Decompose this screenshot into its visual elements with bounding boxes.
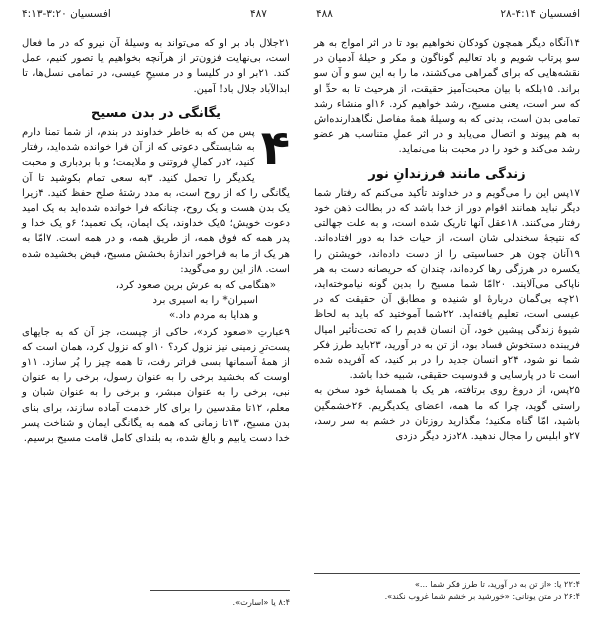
page-header: [0, 8, 600, 24]
chapter-number: ۴: [260, 120, 290, 177]
right-footnote-divider: [314, 573, 580, 574]
quoted-poem: [22, 278, 290, 324]
footnote-4-26: ۲۶:۴ در متن یونانی: «خورشید بر خشم شما غروب نکند».: [384, 591, 580, 601]
verses-3-20-21: ۲۱جلال باد بر او که می‌تواند به وسیلهٔ آن نیرو که در ما فعال است، بی‌نهایت فزون‌تر از هرآنچه بخواهیم یا تصور کنیم، عمل کند. ۲۱بر او در کلیسا و در مسیحِ عیسی، در تمامی نسل‌ها، تا ابدالآباد جلال باد! آمین.: [22, 38, 290, 95]
left-footnote-divider: [150, 590, 290, 591]
footnote-4-8: ۸:۴ یا «اسارت».: [232, 597, 290, 607]
section-heading-light: زندگی مانند فرزندانِ نور: [368, 166, 526, 182]
poem-line: اسیران* را به اسیری برد: [152, 295, 258, 307]
right-footnotes: [314, 578, 580, 602]
verses-4-9-13: ۹عبارتِ «صعود کرد»، حاکی از چیست، جز آن که به جایهای پست‌ترِ زمینی نیز نزول کرد؟ ۱۰او که نزول کرد، همان است که از همهٔ آسمانها بسی فراتر رفت، تا همه چیز را پُر سازد. ۱۱و اوست که بخشید برخی را به عنوان رسول، برخی را به عنوان نبی، برخی را به عنوان مبشر، و برخی را به عنوان شبان و معلم، ۱۲تا مقدسین را برای کار خدمت آماده سازند، برای بنای بدن مسیح، ۱۳تا زمانی که همه به یگانگی ایمان و شناخت پسر خدا دست یابیم و بالغ شده، به بلندای کامل قامت مسیح برسیم.: [22, 326, 290, 445]
verses-4-1-8: پس من که به خاطر خداوند در بندم، از شما تمنا دارم به شایستگی دعوتی که از آن فرا خوانده شده‌اید، رفتار کنید، ۲در کمالِ فروتنی و ملایمت؛ و با بردباری و محبت یکدیگر را تحمل کنید. ۳به سعی تمام بکوشید تا آن یگانگی را که از روح است، به مدد رشتهٔ صلح حفظ کنید. ۴زیرا یک بدن هست و یک روح، چنانکه فرا خوانده شده‌اید به یک امید دعوت خویش؛ ۵یک خداوند، یک ایمان، یک تعمید؛ ۶و یک خدا و پدر همه که فوق همه، از طریق همه، و در همه است. ۷امّا به هر یک از ما به فراخور اندازهٔ بخشش مسیح، فیض بخشیده شده است. ۸از این رو می‌گوید:: [22, 127, 291, 275]
section-heading-unity: یگانگی در بدن مسیح: [90, 105, 222, 121]
left-page-number: ۴۸۷: [250, 8, 267, 20]
right-header-reference: افسسیان ۴:۱۴-۲۸: [500, 8, 580, 20]
verses-4-25-28: ۲۵پس، از دروغ روی برتافته، هر یک با همسایهٔ خود سخن به راستی گوید، چرا که ما همه، اعضای یکدیگریم. ۲۶خشمگین باشید، امّا گناه مکنید؛ مگذارید روزتان در خشم به سر رسد، ۲۷و ابلیس را مجال ندهید. ۲۸دزد دیگر دزدی: [314, 385, 580, 443]
poem-line: و هدایا به مردم داد.»: [169, 310, 258, 322]
left-header-reference: افسسیان ۳:۲۰-۴:۱۳: [22, 8, 111, 20]
right-page-number: ۴۸۸: [316, 8, 333, 20]
left-footnotes: [22, 596, 290, 608]
verses-4-17-24: ۱۷پس این را می‌گویم و در خداوند تأکید می‌کنم که رفتار شما دیگر نباید همانند اقوام دور از خدا باشد که در بطالت ذهن خود رفتار می‌کنند. ۱۸عقل آنها تاریک شده است، و به علت جهالتی که نتیجهٔ سخندلی شان است، از حیات خدا به دور افتاده‌اند. ۱۹آنان چون هر حساسیتی را از دست داده‌اند، خویشتن را یکسره در هرزگی رها کرده‌اند، چندان که حریصانه دست به هر ناپاکی می‌آلایند. ۲۰امّا شما مسیح را بدین گونه نیاموخته‌اید، ۲۱چه بی‌گمان دربارهٔ او شنیده و مطابق آن حقیقت که در عیسی است، تعلیم یافته‌اید. ۲۲شما آموختید که باید به لحاظ شیوهٔ زندگی پیشین خود، آن انسان قدیم را که تحت‌تأثیر امیال فریبنده دستخوش فساد بود، از تن به در آورید، ۲۳باید طرز فکر شما نو شود، ۲۴و انسان جدید را در بر کنید، که آفریده شده است تا در پارسایی و قدوسیت حقیقی، شبیه خدا باشد.: [314, 187, 581, 382]
verses-4-14-16: ۱۴آنگاه دیگر همچون کودکان نخواهیم بود تا در اثر امواج به هر سو پرتاب شویم و باد تعالیم گوناگون و مکر و حیلهٔ آدمیان در نقشه‌هایی که برای گمراهی می‌کشند، ما را به این سو و آن سو براند. ۱۵بلکه با بیان محبت‌آمیز حقیقت، از هرحیث تا به حدِّ او که سر است، یعنی مسیح، رشد خواهیم کرد. ۱۶او منشاء رشد تمامی بدن است، بدنی که به وسیلهٔ همهٔ مفاصل نگاهدارنده‌اش به هم پیوند و اتصال می‌یابد و در اثر عملِ متناسب هر عضو رشد می‌کند و خود را در محبت بنا می‌نماید.: [314, 38, 581, 156]
poem-line: «هنگامی که به عرش برین صعود کرد،: [115, 280, 276, 292]
footnote-4-22: ۲۲:۴ یا: «از تن به در آورید، تا طرز فکر شما ...»: [414, 579, 580, 589]
right-column: [314, 36, 580, 444]
left-column: [22, 36, 290, 446]
